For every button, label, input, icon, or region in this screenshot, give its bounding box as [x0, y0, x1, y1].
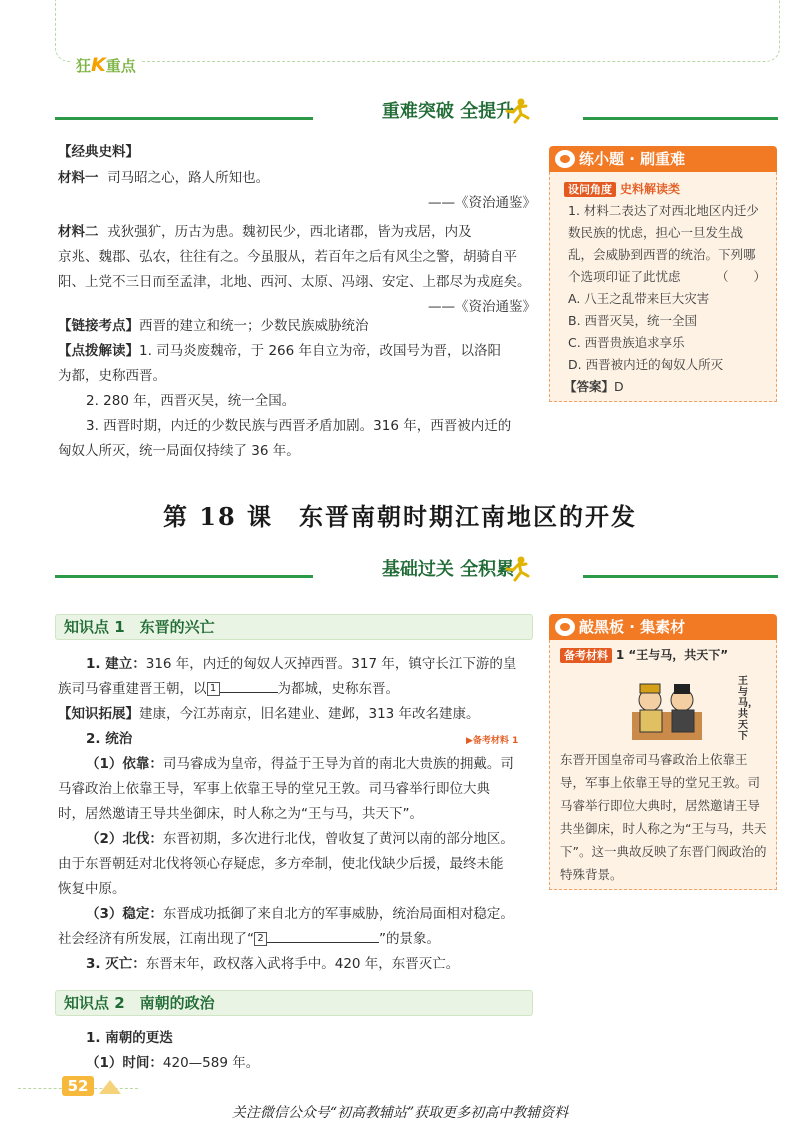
blank-number-1: 1 — [207, 682, 220, 696]
section-banner-basics — [55, 556, 778, 586]
classic-materials: 【经典史料】 材料一 司马昭之心，路人所知也。 ——《资治通鉴》 材料二 戎狄强犷，历古为患。魏初民少，西北诸郡，皆为戎居，内及 京兆、魏郡、弘农，往往有之。今虽服从，若百年之后有风尘之警，胡骑自平 阳、上党不三日而至孟津，北地、西河、太原、冯翊、安定、上郡尽为戎庭矣。 ——《资治通鉴》 — [58, 140, 536, 320]
knowledge-point-1-title: 知识点 1 东晋的兴亡 — [55, 614, 533, 640]
classic-analysis: 【链接考点】西晋的建立和统一；少数民族威胁统治 【点拨解读】1. 司马炎废魏帝，于 266 年自立为帝，改国号为晋，以洛阳 为都，史称西晋。 2. 280 年，西晋灭吴，统一全国。 3. 西晋时期，内迁的少数民族与西晋矛盾加剧。316 年，西晋被内迁的 匈奴人所灭，统一局面仅持续了 36 年。 — [58, 318, 512, 459]
lesson-title: 第 18 课 东晋南朝时期江南地区的开发 — [162, 502, 638, 531]
kp2-content: 1. 南朝的更迭 （1）时间：420—589 年。 — [86, 1030, 260, 1071]
runner-icon — [503, 98, 531, 124]
blank-1[interactable] — [220, 692, 278, 693]
kp1-content: 1. 建立：316 年，内迁的匈奴人灭掉西晋。317 年，镇守长江下游的皇 族司马睿重建晋王朝，以 1 为都城，史称东晋。 【知识拓展】建康，今江苏南京，旧名建业、建邺，313 年改名建康。 2. 统治 （1）依靠：司马睿成为皇帝，得益于王导为首的南北大贵族的拥戴。司 马睿政治上依靠王导，军事上依靠王导的堂兄王敦。司马睿举行即位大典 时，居然邀请王导共坐御床，时人称之为“王与马，共天下”。 （2）北伐：东晋初期，多次进行北伐，曾收复了黄河以南的部分地区。 由于东晋朝廷对北伐将领心存疑虑，多方牵制，使北伐缺少后援，最终未能 恢复中原。 （3）稳定：东晋成功抵御了来自北方的军事威胁，统治局面相对稳定。 社会经济有所发展，江南出现了“ 2 ”的景象。 3. 灭亡：东晋末年，政权落入武将手中。420 年，东晋灭亡。 — [58, 656, 517, 972]
illustration-caption: 王与马，共天下 — [738, 676, 758, 742]
runner-icon — [503, 556, 531, 582]
option-a: A. 八王之乱带来巨大灾害 — [568, 291, 710, 306]
top-dashed-frame — [55, 0, 780, 62]
source-1: ——《资治通鉴》 — [428, 195, 536, 211]
banner-title: 重难突破 全提升 — [313, 98, 583, 128]
blank-number-2: 2 — [254, 932, 267, 946]
speech-bubble-icon — [555, 150, 575, 168]
answer: D — [614, 379, 624, 394]
source-2: ——《资治通鉴》 — [428, 299, 536, 315]
reference-material-link[interactable]: ▶备考材料 1 — [466, 736, 519, 746]
banner-title: 基础过关 全积累 — [313, 556, 583, 586]
brand-logo: 狂K重点 — [70, 54, 142, 76]
option-c: C. 西晋贵族追求享乐 — [568, 335, 685, 350]
blank-2[interactable] — [267, 942, 379, 943]
speech-bubble-icon — [555, 618, 575, 636]
footer-note: 关注微信公众号“初高教辅站”获取更多初高中教辅资料 — [231, 1105, 569, 1121]
practice-box: 设问角度 史料解读类 1. 材料二表达了对西北地区内迁少数民族的忧虑，担心一旦发生战乱，会威胁到西晋的统治。下列哪个选项印证了此忧虑 （ ） A. 八王之乱带来巨大灾害 B. 西晋灭吴，统一全国 C. 西晋贵族追求享乐 D. 西晋被内迁的匈奴人所灭 【答案】D — [549, 172, 777, 402]
practice-header: 练小题 · 刷重难 — [549, 146, 777, 172]
wang-and-ma-illustration — [622, 672, 732, 742]
option-d: D. 西晋被内迁的匈奴人所灭 — [568, 357, 724, 372]
option-b: B. 西晋灭吴，统一全国 — [568, 313, 698, 328]
material-tag: 备考材料 — [560, 648, 612, 663]
page-number: 52 — [62, 1076, 94, 1096]
triangle-decoration-icon — [97, 1078, 123, 1096]
material-text: 东晋开国皇帝司马睿政治上依靠王导，军事上依靠王导的堂兄王敦。司马睿举行即位大典时，居然邀请王导共坐御床，时人称之为“王与马，共天下”。这一典故反映了东晋门阀政治的特殊背景。 — [560, 752, 767, 882]
knowledge-point-2-title: 知识点 2 南朝的政治 — [55, 990, 533, 1016]
question-angle-tag: 设问角度 — [564, 182, 616, 197]
material-box: 备考材料 1 “王与马，共天下” — [549, 640, 777, 890]
classic-head: 【经典史料】 — [58, 144, 139, 160]
material-header: 敲黑板 · 集素材 — [549, 614, 777, 640]
section-banner-breakthrough — [55, 98, 778, 128]
